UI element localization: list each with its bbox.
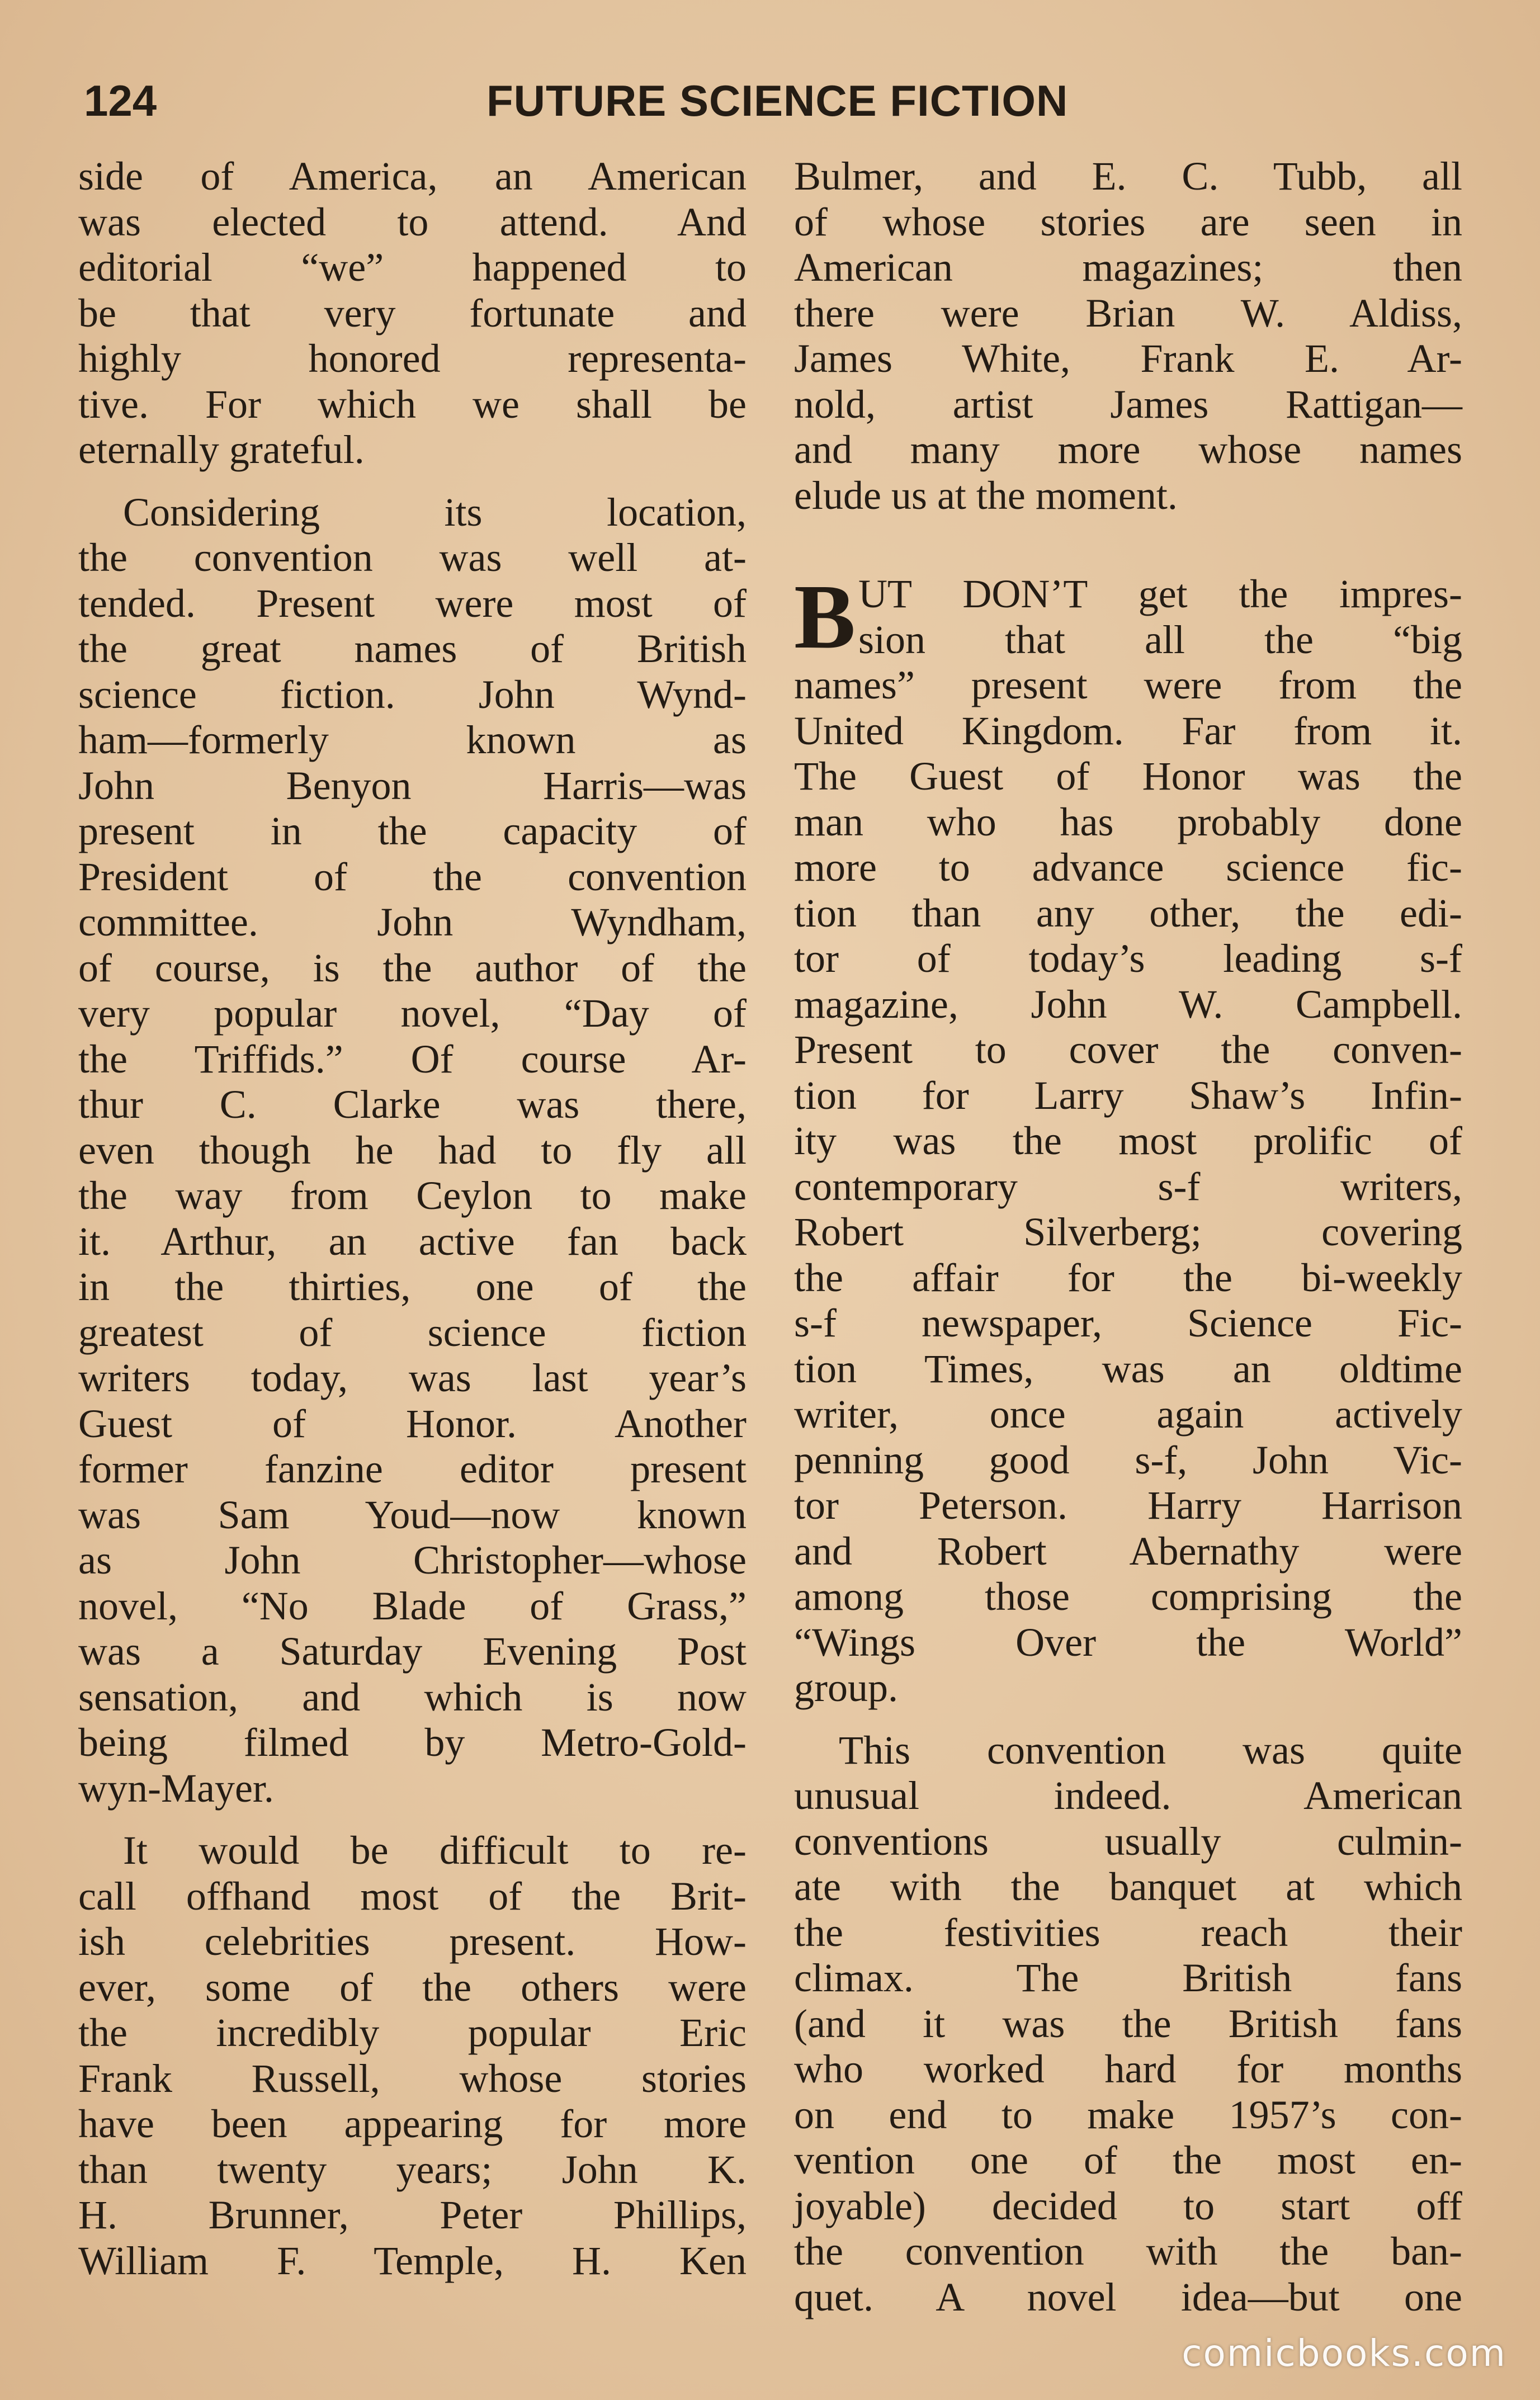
text-line: the way from Ceylon to make xyxy=(78,1173,747,1218)
text-line: ate with the banquet at which xyxy=(794,1864,1462,1909)
text-line: quet. A novel idea—but one xyxy=(794,2274,1462,2319)
left-column xyxy=(78,154,747,2284)
text-line: the great names of British xyxy=(78,626,747,671)
text-line: wyn-Mayer. xyxy=(78,1765,274,1811)
text-line: magazine, John W. Campbell. xyxy=(794,981,1462,1027)
text-line: elude us at the moment. xyxy=(794,473,1178,518)
text-line: the incredibly popular Eric xyxy=(78,2010,747,2055)
text-line: tor of today’s leading s-f xyxy=(794,936,1462,981)
text-line: nold, artist James Rattigan— xyxy=(794,381,1462,427)
text-line: the festivities reach their xyxy=(794,1910,1462,1955)
text-line: Bulmer, and E. C. Tubb, all xyxy=(794,154,1462,199)
text-line: among those comprising the xyxy=(794,1574,1462,1619)
text-line: tion for Larry Shaw’s Infin- xyxy=(794,1073,1462,1118)
text-line: in the thirties, one of the xyxy=(78,1264,747,1309)
text-line: ham—formerly known as xyxy=(78,717,747,762)
text-line: contemporary s-f writers, xyxy=(794,1164,1462,1209)
text-line: UT DON’T get the impres- xyxy=(858,571,1462,616)
text-line: ish celebrities present. How- xyxy=(78,1919,747,1964)
text-line: be that very fortunate and xyxy=(78,290,747,336)
running-head: FUTURE SCIENCE FICTION xyxy=(486,76,1069,125)
paragraph-gap xyxy=(78,473,747,490)
text-line: the convention with the ban- xyxy=(794,2229,1462,2274)
text-line: penning good s-f, John Vic- xyxy=(794,1437,1462,1482)
text-line: tive. For which we shall be xyxy=(78,381,747,427)
text-line: very popular novel, “Day of xyxy=(78,991,747,1036)
text-line: sion that all the “big xyxy=(858,617,1462,662)
text-line: unusual indeed. American xyxy=(794,1773,1462,1818)
text-line: John Benyon Harris—was xyxy=(78,763,747,808)
text-line: writer, once again actively xyxy=(794,1392,1462,1437)
text-line: and many more whose names xyxy=(794,427,1462,472)
text-line: it. Arthur, an active fan back xyxy=(78,1218,747,1264)
text-line: tor Peterson. Harry Harrison xyxy=(794,1483,1462,1528)
drop-cap-letter: B xyxy=(794,565,856,668)
dropcap-paragraph xyxy=(794,565,1462,668)
text-line: names” present were from the xyxy=(794,663,1462,707)
paragraph-gap xyxy=(794,1711,1462,1728)
text-line: was Sam Youd—now known xyxy=(78,1492,747,1537)
text-line: of course, is the author of the xyxy=(78,945,747,990)
text-line: tion Times, was an oldtime xyxy=(794,1346,1462,1391)
text-line: call offhand most of the Brit- xyxy=(78,1873,747,1919)
text-line: sensation, and which is now xyxy=(78,1674,747,1719)
right-column xyxy=(794,154,1462,2320)
text-line: greatest of science fiction xyxy=(78,1310,747,1355)
text-line: have been appearing for more xyxy=(78,2101,747,2146)
text-line: (and it was the British fans xyxy=(794,2001,1462,2046)
text-line: tion than any other, the edi- xyxy=(794,890,1462,936)
text-line: United Kingdom. Far from it. xyxy=(794,708,1462,753)
text-line: thur C. Clarke was there, xyxy=(78,1082,747,1127)
text-line: Robert Silverberg; covering xyxy=(794,1210,1462,1254)
text-line: the affair for the bi-weekly xyxy=(794,1255,1462,1300)
text-line: Frank Russell, whose stories xyxy=(78,2056,747,2101)
text-line: It would be difficult to re- xyxy=(123,1828,747,1873)
text-line: tended. Present were most of xyxy=(78,580,747,626)
page-number: 124 xyxy=(84,76,157,125)
text-line: highly honored representa- xyxy=(78,336,747,381)
page-header xyxy=(84,70,1465,131)
text-line: man who has probably done xyxy=(794,799,1462,844)
text-line: committee. John Wyndham, xyxy=(78,900,747,944)
text-line: conventions usually culmin- xyxy=(794,1818,1462,1864)
text-line: s-f newspaper, Science Fic- xyxy=(794,1301,1462,1345)
text-line: science fiction. John Wynd- xyxy=(78,672,747,717)
text-line: there were Brian W. Aldiss, xyxy=(794,290,1462,336)
text-line: American magazines; then xyxy=(794,245,1462,290)
text-line: This convention was quite xyxy=(839,1727,1462,1773)
text-line: as John Christopher—whose xyxy=(78,1538,747,1582)
text-line: eternally grateful. xyxy=(78,427,365,472)
text-line: climax. The British fans xyxy=(794,1955,1462,2000)
text-line: the convention was well at- xyxy=(78,535,747,580)
text-line: Present to cover the conven- xyxy=(794,1027,1462,1072)
text-line: the Triffids.” Of course Ar- xyxy=(78,1036,747,1081)
text-line: who worked hard for months xyxy=(794,2047,1462,2091)
paragraph-gap xyxy=(78,1811,747,1828)
text-line: President of the convention xyxy=(78,854,747,899)
text-line: editorial “we” happened to xyxy=(78,245,747,290)
text-line: writers today, was last year’s xyxy=(78,1355,747,1400)
text-line: H. Brunner, Peter Phillips, xyxy=(78,2193,747,2237)
text-line: ever, some of the others were xyxy=(78,1964,747,2010)
text-line: more to advance science fic- xyxy=(794,845,1462,890)
text-line: side of America, an American xyxy=(78,154,747,199)
text-line: Guest of Honor. Another xyxy=(78,1401,747,1446)
text-line: present in the capacity of xyxy=(78,809,747,853)
text-line: on end to make 1957’s con- xyxy=(794,2092,1462,2137)
text-line: former fanzine editor present xyxy=(78,1447,747,1491)
text-line: joyable) decided to start off xyxy=(794,2183,1462,2228)
text-line: novel, “No Blade of Grass,” xyxy=(78,1583,747,1628)
text-line: The Guest of Honor was the xyxy=(794,754,1462,799)
text-line: even though he had to fly all xyxy=(78,1127,747,1173)
text-line: vention one of the most en- xyxy=(794,2138,1462,2182)
text-line: ity was the most prolific of xyxy=(794,1118,1462,1163)
text-line: William F. Temple, H. Ken xyxy=(78,2238,747,2283)
text-line: Considering its location, xyxy=(123,489,747,535)
text-line: and Robert Abernathy were xyxy=(794,1528,1462,1574)
text-line: than twenty years; John K. xyxy=(78,2147,747,2192)
section-gap xyxy=(794,518,1462,571)
text-line: “Wings Over the World” xyxy=(794,1619,1462,1665)
text-line: was a Saturday Evening Post xyxy=(78,1629,747,1674)
text-line: being filmed by Metro-Gold- xyxy=(78,1720,747,1765)
watermark: comicbooks.com xyxy=(1182,2332,1506,2375)
text-line: group. xyxy=(794,1665,898,1710)
text-line: was elected to attend. And xyxy=(78,199,747,244)
text-line: of whose stories are seen in xyxy=(794,199,1462,244)
text-line: James White, Frank E. Ar- xyxy=(794,336,1462,381)
